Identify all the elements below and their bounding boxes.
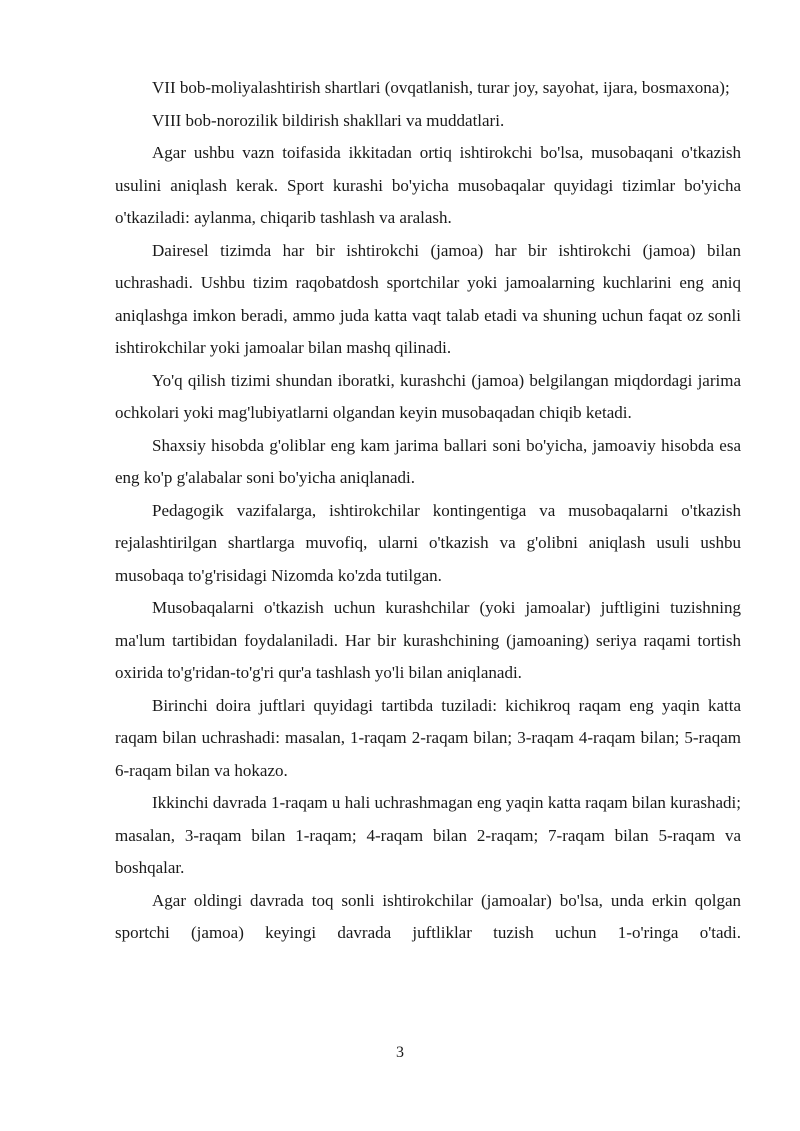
document-body (115, 72, 741, 950)
paragraph: Dairesel tizimda har bir ishtirokchi (jamoa) har bir ishtirokchi (jamoa) bilan uchrashadi. Ushbu tizim raqobatdosh sportchilar yoki jamoalarning kuchlarini eng aniq aniqlashga imkon beradi, ammo juda katta vaqt talab etadi va shuning uchun faqat oz sonli ishtirokchilar yoki jamoalar bilan mashq qilinadi. (115, 240, 741, 357)
paragraph: Agar ushbu vazn toifasida ikkitadan ortiq ishtirokchi bo'lsa, musobaqani o'tkazish usulini aniqlash kerak. Sport kurashi bo'yicha musobaqalar quyidagi tizimlar bo'yicha o'tkaziladi: aylanma, chiqarib tashlash va aralash. (115, 143, 741, 227)
paragraph: Agar oldingi davrada toq sonli ishtirokchilar (jamoalar) bo'lsa, unda erkin qolgan sportchi (jamoa) keyingi davrada juftliklar tuzish uchun 1-o'ringa o'tadi. (115, 890, 741, 942)
paragraph: Yo'q qilish tizimi shundan iboratki, kurashchi (jamoa) belgilangan miqdordagi jarima ochkolari yoki mag'lubiyatlarni olgandan keyin musobaqadan chiqib ketadi. (115, 370, 741, 422)
paragraph: Ikkinchi davrada 1-raqam u hali uchrashmagan eng yaqin katta raqam bilan kurashadi; masalan, 3-raqam bilan 1-raqam; 4-raqam bilan 2-raqam; 7-raqam bilan 5-raqam va boshqalar. (115, 793, 741, 877)
paragraph: VIII bob-norozilik bildirish shakllari va muddatlari. (152, 110, 505, 130)
paragraph: Pedagogik vazifalarga, ishtirokchilar kontingentiga va musobaqalarni o'tkazish rejalashtirilgan shartlarga muvofiq, ularni o'tkazish va g'olibni aniqlash usuli ushbu musobaqa to'g'risidagi Nizomda ko'zda tutilgan. (115, 500, 741, 585)
page-number: 3 (396, 1044, 404, 1061)
paragraph: Shaxsiy hisobda g'oliblar eng kam jarima ballari soni bo'yicha, jamoaviy hisobda esa eng ko'p g'alabalar soni bo'yicha aniqlanadi. (115, 435, 741, 487)
paragraph: Birinchi doira juftlari quyidagi tartibda tuziladi: kichikroq raqam eng yaqin katta raqam bilan uchrashadi: masalan, 1-raqam 2-raqam bilan; 3-raqam 4-raqam bilan; 5-raqam 6-raqam bilan va hokazo. (115, 695, 741, 780)
paragraph: Musobaqalarni o'tkazish uchun kurashchilar (yoki jamoalar) juftligini tuzishning ma'lum tartibidan foydalaniladi. Har bir kurashchining (jamoaning) seriya raqami tortish oxirida to'g'ridan-to'g'ri qur'a tashlash yo'li bilan aniqlanadi. (115, 598, 741, 682)
paragraph: VII bob-moliyalashtirish shartlari (ovqatlanish, turar joy, sayohat, ijara, bosmaxona); (152, 78, 730, 97)
